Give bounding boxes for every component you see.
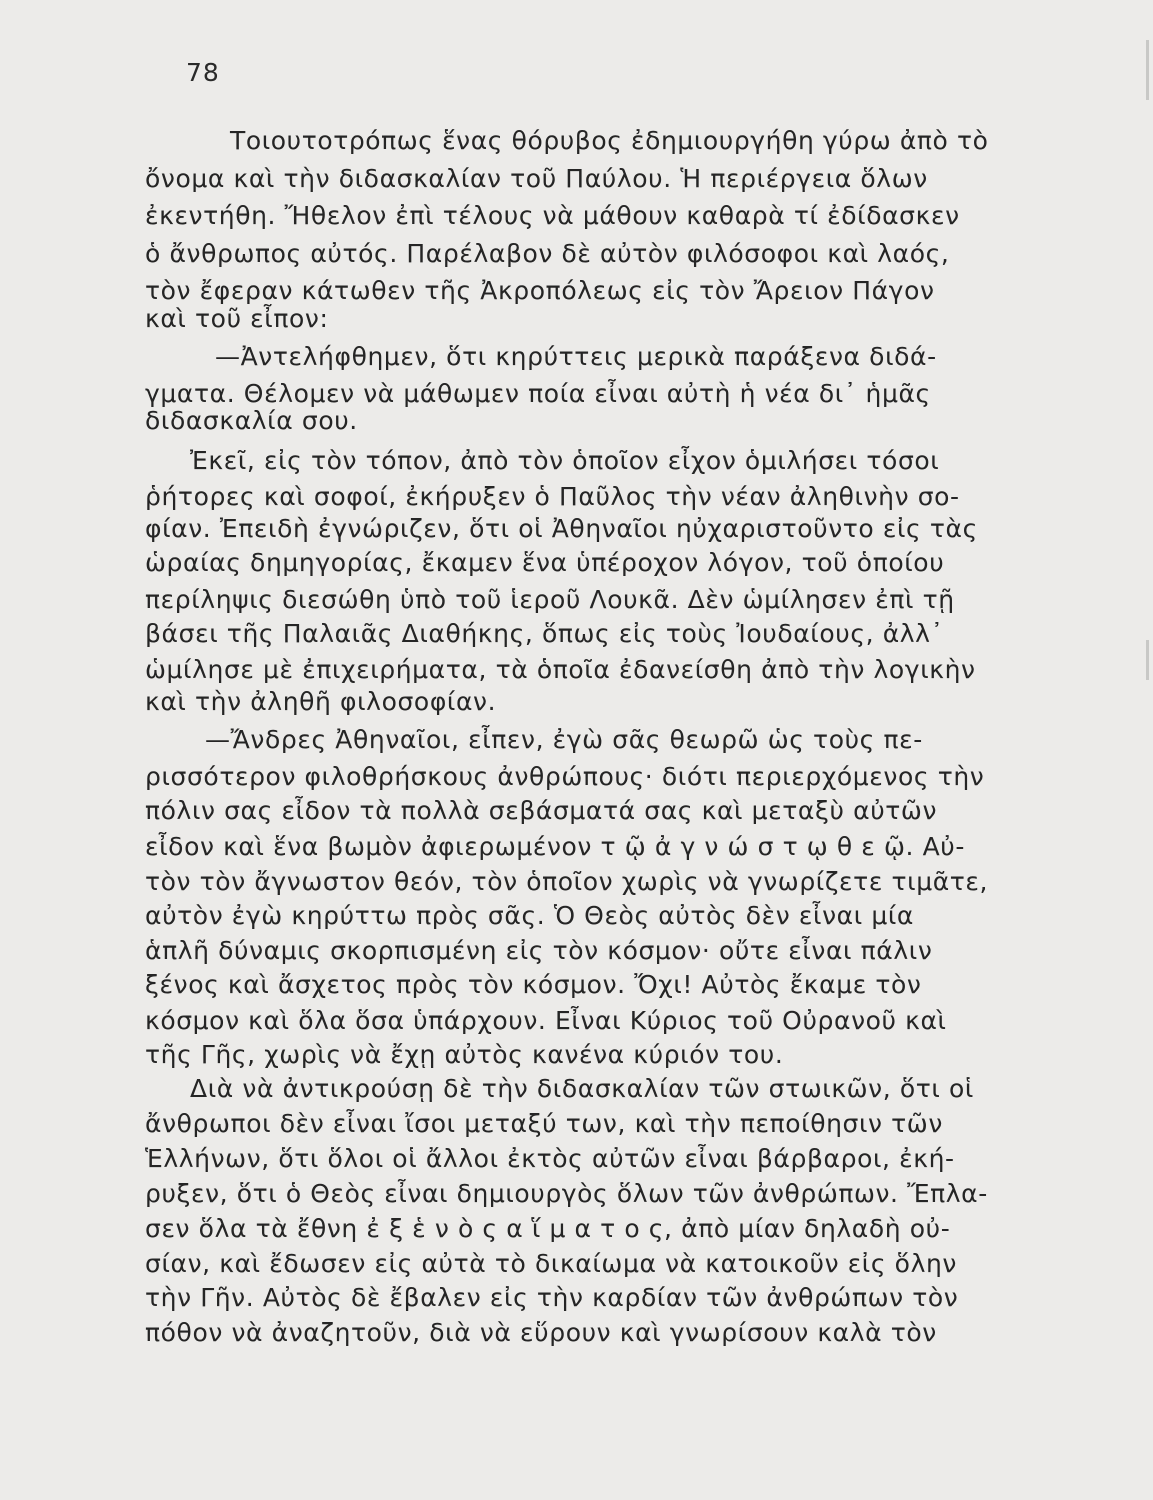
text-line: εἶδον καὶ ἕνα βωμὸν ἀφιερωμένον τ ῷ ἀ γ ν ώ σ τ ῳ θ ε ῷ. Αὐ-: [145, 832, 965, 861]
text-line: —Ἀντελήφθημεν, ὅτι κηρύττεις μερικὰ παράξενα διδά-: [215, 342, 937, 371]
text-line: Διὰ νὰ ἀντικρούσῃ δὲ τὴν διδασκαλίαν τῶν στωικῶν, ὅτι οἱ: [190, 1074, 974, 1103]
text-line: σεν ὅλα τὰ ἔθνη ἐ ξ ἑ ν ὸ ς α ἵ μ α τ ο ς, ἀπὸ μίαν δηλαδὴ οὐ-: [145, 1214, 951, 1243]
text-line: ἁπλῆ δύναμις σκορπισμένη εἰς τὸν κόσμον· οὔτε εἶναι πάλιν: [145, 936, 933, 965]
text-line: ὄνομα καὶ τὴν διδασκαλίαν τοῦ Παύλου. Ἡ περιέργεια ὅλων: [145, 164, 928, 193]
text-line: βάσει τῆς Παλαιᾶς Διαθήκης, ὅπως εἰς τοὺς Ἰουδαίους, ἀλλ᾽: [145, 619, 944, 648]
text-line: σίαν, καὶ ἔδωσεν εἰς αὐτὰ τὸ δικαίωμα νὰ κατοικοῦν εἰς ὅλην: [145, 1249, 957, 1278]
text-line: διδασκαλία σου.: [145, 406, 358, 435]
text-line: τὴν Γῆν. Αὐτὸς δὲ ἔβαλεν εἰς τὴν καρδίαν τῶν ἀνθρώπων τὸν: [145, 1283, 959, 1312]
text-line: Ἑλλήνων, ὅτι ὅλοι οἱ ἄλλοι ἐκτὸς αὐτῶν εἶναι βάρβαροι, ἐκή-: [145, 1144, 955, 1173]
text-line: ξένος καὶ ἄσχετος πρὸς τὸν κόσμον. Ὄχι! Αὐτὸς ἔκαμε τὸν: [145, 970, 922, 999]
text-line: καὶ τὴν ἀληθῆ φιλοσοφίαν.: [145, 687, 497, 716]
text-line: καὶ τοῦ εἶπον:: [145, 304, 329, 333]
page-number: 78: [186, 58, 220, 87]
text-line: ρυξεν, ὅτι ὁ Θεὸς εἶναι δημιουργὸς ὅλων τῶν ἀνθρώπων. Ἔπλα-: [145, 1179, 988, 1208]
text-line: Ἐκεῖ, εἰς τὸν τόπον, ἀπὸ τὸν ὁποῖον εἶχον ὁμιλήσει τόσοι: [190, 446, 940, 475]
text-line: πόλιν σας εἶδον τὰ πολλὰ σεβάσματά σας καὶ μεταξὺ αὐτῶν: [145, 796, 938, 825]
text-line: πόθον νὰ ἀναζητοῦν, διὰ νὰ εὕρουν καὶ γνωρίσουν καλὰ τὸν: [145, 1318, 937, 1347]
text-line: ῥήτορες καὶ σοφοί, ἐκήρυξεν ὁ Παῦλος τὴν νέαν ἀληθινὴν σο-: [145, 482, 960, 511]
text-line: ὡραίας δημηγορίας, ἔκαμεν ἕνα ὑπέροχον λόγον, τοῦ ὁποίου: [145, 548, 945, 577]
text-line: ὡμίλησε μὲ ἐπιχειρήματα, τὰ ὁποῖα ἐδανείσθη ἀπὸ τὴν λογικὴν: [145, 655, 976, 684]
text-line: περίληψις διεσώθη ὑπὸ τοῦ ἱεροῦ Λουκᾶ. Δὲν ὡμίλησεν ἐπὶ τῇ: [145, 585, 955, 614]
text-line: γματα. Θέλομεν νὰ μάθωμεν ποία εἶναι αὐτὴ ἡ νέα δι᾽ ἡμᾶς: [145, 379, 931, 408]
text-line: αὐτὸν ἐγὼ κηρύττω πρὸς σᾶς. Ὁ Θεὸς αὐτὸς δὲν εἶναι μία: [145, 901, 914, 930]
text-line: ρισσότερον φιλοθρήσκους ἀνθρώπους· διότι περιερχόμενος τὴν: [145, 762, 985, 791]
text-line: φίαν. Ἐπειδὴ ἐγνώριζεν, ὅτι οἱ Ἀθηναῖοι ηὐχαριστοῦντο εἰς τὰς: [145, 514, 978, 543]
text-line: Τοιουτοτρόπως ἕνας θόρυβος ἐδημιουργήθη γύρω ἀπὸ τὸ: [230, 126, 989, 155]
text-line: τῆς Γῆς, χωρὶς νὰ ἔχῃ αὐτὸς κανένα κύριόν του.: [145, 1040, 784, 1069]
text-line: —Ἄνδρες Ἀθηναῖοι, εἶπεν, ἐγὼ σᾶς θεωρῶ ὡς τοὺς πε-: [205, 725, 923, 754]
text-line: τὸν ἔφεραν κάτωθεν τῆς Ἀκροπόλεως εἰς τὸν Ἄρειον Πάγον: [145, 276, 935, 305]
text-line: τὸν τὸν ἄγνωστον θεόν, τὸν ὁποῖον χωρὶς νὰ γνωρίζετε τιμᾶτε,: [145, 867, 989, 896]
text-line: κόσμον καὶ ὅλα ὅσα ὑπάρχουν. Εἶναι Κύριος τοῦ Οὐρανοῦ καὶ: [145, 1006, 947, 1035]
text-line: ἄνθρωποι δὲν εἶναι ἴσοι μεταξύ των, καὶ τὴν πεποίθησιν τῶν: [145, 1109, 943, 1138]
text-line: ἐκεντήθη. Ἤθελον ἐπὶ τέλους νὰ μάθουν καθαρὰ τί ἐδίδασκεν: [145, 201, 960, 230]
text-line: ὁ ἄνθρωπος αὐτός. Παρέλαβον δὲ αὐτὸν φιλόσοφοι καὶ λαός,: [145, 239, 950, 268]
